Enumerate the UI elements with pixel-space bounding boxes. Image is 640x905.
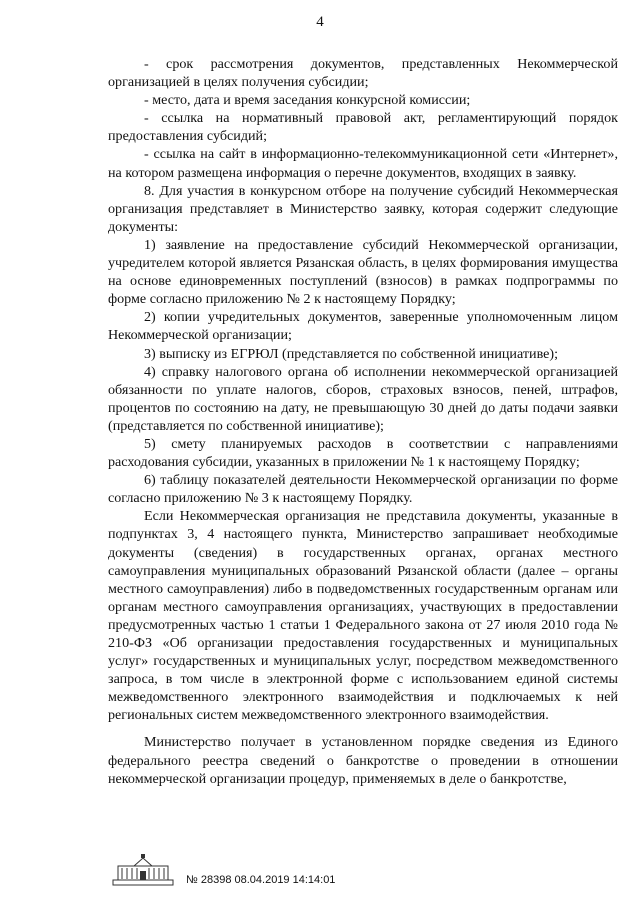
bankruptcy-info-paragraph: Министерство получает в установленном порядке сведения из Единого федерального реестра сведений о банкротстве о проведении в отношении некоммерческой организации процедур, применяемых в деле о банкротстве, [108,734,618,787]
document-body [108,55,618,788]
list-item-meeting-place: - место, дата и время заседания конкурсной комиссии; [144,92,471,109]
clause-8: 8. Для участия в конкурсном отборе на получение субсидий Некоммерческая организация представляет в Министерство заявку, которая содержит следующие документы: [108,182,618,235]
doc-item-6: 6) таблицу показателей деятельности Некоммерческой организации по форме согласно приложению № 3 к настоящему Порядку. [108,472,618,507]
list-item-review-term: - срок рассмотрения документов, представленных Некоммерческой организацией в целях получения субсидии; [108,56,618,91]
registration-stamp: № 28398 08.04.2019 14:14:01 [186,874,336,886]
building-stamp-icon [112,852,174,886]
doc-item-5: 5) смету планируемых расходов в соответствии с направлениями расходования субсидии, указанных в приложении № 1 к настоящему Порядку; [108,435,618,471]
list-item-website-link: - ссылка на сайт в информационно-телекоммуникационной сети «Интернет», на котором размещена информация о перечне документов, входящих в заявку. [108,146,618,181]
list-item-legal-act-link: - ссылка на нормативный правовой акт, регламентирующий порядок предоставления субсидий; [108,110,618,145]
page-number: 4 [316,14,324,30]
doc-item-1: 1) заявление на предоставление субсидий Некоммерческой организации, учредителем которой является Рязанская область, в целях формирования имущества на основе единовременных поступлений (взносов) в рамках подпрограммы по форме согласно приложению № 2 к настоящему Порядку; [108,236,618,308]
doc-item-4: 4) справку налогового органа об исполнении некоммерческой организацией обязанности по уплате налогов, сборов, страховых взносов, пеней, штрафов, процентов по состоянию на дату, не превышающую 30 дней до даты подачи заявки (представляется по собственной инициативе); [108,363,618,434]
doc-item-3: 3) выписку из ЕГРЮЛ (представляется по собственной инициативе); [144,345,559,362]
interagency-request-paragraph: Если Некоммерческая организация не представила документы, указанные в подпунктах 3, 4 настоящего пункта, Министерство запрашивает необходимые документы (сведения) в государственных органах, органах местного самоуправления муниципальных образований Рязанской области (далее – органы местного самоуправления) либо в подведомственных государственным органам или органам местного самоуправления организациях, участвующих в предоставлении предусмотренных частью 1 статьи 1 Федерального закона от 27 июля 2010 года № 210-ФЗ «Об организации предоставления государственных и муниципальных услуг» государственных и муниципальных услуг, посредством межведомственного запроса, в том числе в электронной форме с использованием единой системы межведомственного электронного взаимодействия и подключаемых к ней региональных систем межведомственного электронного взаимодействия. [108,508,618,724]
doc-item-2: 2) копии учредительных документов, заверенные уполномоченным лицом Некоммерческой организации; [108,309,618,344]
